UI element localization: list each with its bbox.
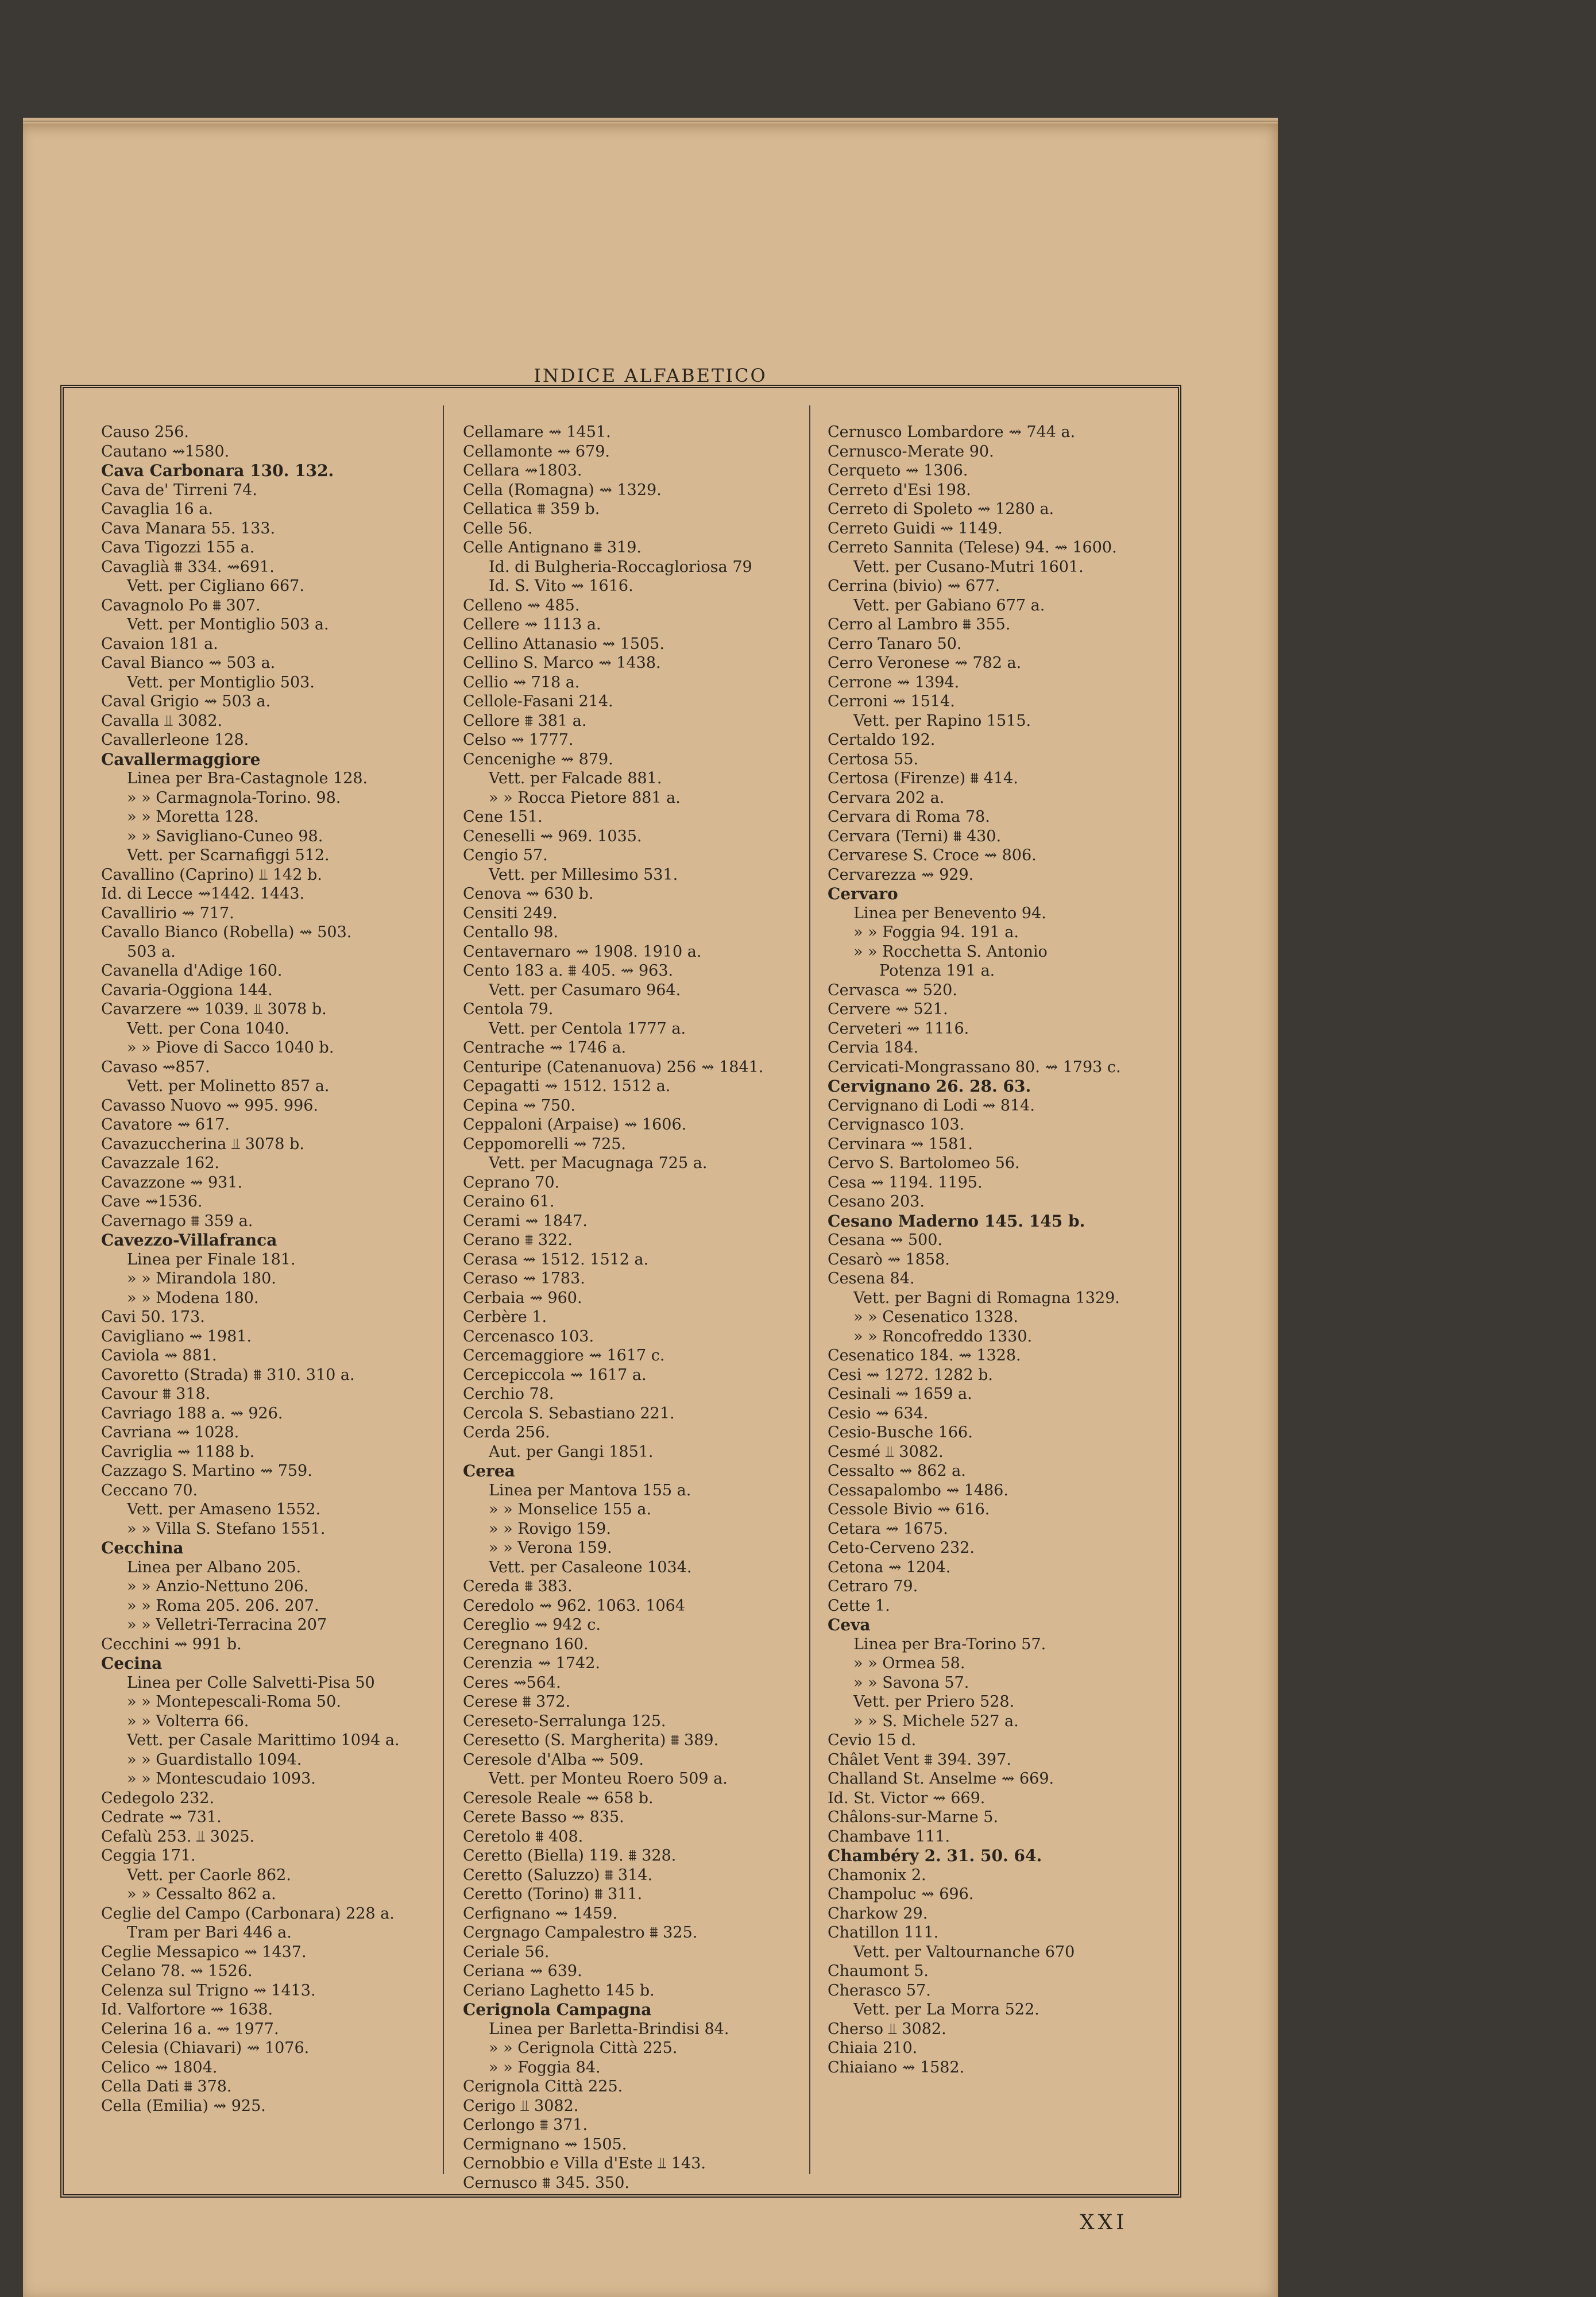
index-entry: Ceregnano 160. <box>463 1635 589 1653</box>
index-entry: Cerreto Sannita (Telese) 94. ⇝ 1600. <box>828 539 1117 556</box>
index-entry: Cervicati-Mongrassano 80. ⇝ 1793 c. <box>828 1058 1121 1076</box>
index-entry: Cene 151. <box>463 808 543 826</box>
index-entry: Chiaia 210. <box>828 2039 918 2057</box>
index-entry: Id. St. Victor ⇝ 669. <box>828 1789 986 1807</box>
index-entry: Celle 56. <box>463 519 533 537</box>
index-entry: Certosa (Firenze) ⩩ 414. <box>828 769 1018 787</box>
index-entry: Cavi 50. 173. <box>101 1308 205 1326</box>
index-entry: Celerina 16 a. ⇝ 1977. <box>101 2020 279 2038</box>
index-entry: Caval Grigio ⇝ 503 a. <box>101 693 271 710</box>
index-entry: Cercemaggiore ⇝ 1617 c. <box>463 1347 665 1364</box>
index-entry: Ceriale 56. <box>463 1943 550 1961</box>
index-entry: » » Foggia 84. <box>489 2058 601 2076</box>
index-entry: » » Foggia 94. 191 a. <box>853 923 1019 941</box>
index-entry: Celico ⇝ 1804. <box>101 2058 218 2076</box>
index-entry: Cellino Attanasio ⇝ 1505. <box>463 635 664 653</box>
index-entry: Cedegolo 232. <box>101 1789 215 1807</box>
index-entry: Cerqueto ⇝ 1306. <box>828 462 968 479</box>
index-entry: Cernusco-Merate 90. <box>828 442 994 461</box>
index-entry: Champoluc ⇝ 696. <box>828 1885 974 1903</box>
index-entry: Cave ⇝1536. <box>101 1193 203 1211</box>
index-entry: Ceriano Laghetto 145 b. <box>463 1981 655 2000</box>
index-entry: » » Anzio-Nettuno 206. <box>127 1577 309 1595</box>
index-entry: Vett. per Casale Marittimo 1094 a. <box>127 1731 400 1749</box>
index-heading: Cervaro <box>828 884 898 903</box>
index-entry: Cerasa ⇝ 1512. 1512 a. <box>463 1250 649 1269</box>
index-entry: Ceccano 70. <box>101 1481 198 1499</box>
index-entry: Vett. per Caorle 862. <box>127 1866 291 1884</box>
index-entry: Cellamare ⇝ 1451. <box>463 423 611 441</box>
index-entry: Cerese ⩩ 372. <box>463 1693 571 1711</box>
index-entry: Challand St. Anselme ⇝ 669. <box>828 1770 1054 1788</box>
index-entry: Cerveteri ⇝ 1116. <box>828 1019 969 1038</box>
index-entry: Cerro Veronese ⇝ 782 a. <box>828 654 1022 672</box>
index-entry: Cessole Bivio ⇝ 616. <box>828 1501 990 1518</box>
index-entry: Cesinali ⇝ 1659 a. <box>828 1385 972 1403</box>
index-entry: Celenza sul Trigno ⇝ 1413. <box>101 1981 316 2000</box>
index-entry: Cazzago S. Martino ⇝ 759. <box>101 1462 312 1480</box>
index-entry: Cesana ⇝ 500. <box>828 1231 942 1249</box>
index-entry: » » Modena 180. <box>127 1289 259 1307</box>
index-entry: Cellere ⇝ 1113 a. <box>463 616 601 633</box>
index-entry: Vett. per Montiglio 503. <box>127 673 315 691</box>
index-entry: Tram per Bari 446 a. <box>127 1924 292 1942</box>
index-entry: Vett. per Cigliano 667. <box>127 577 304 595</box>
index-entry: Linea per Mantova 155 a. <box>489 1481 691 1499</box>
index-entry: Linea per Finale 181. <box>127 1250 296 1269</box>
index-entry: Cervia 184. <box>828 1039 919 1057</box>
index-entry: Cerbère 1. <box>463 1308 547 1326</box>
index-entry: Cesarò ⇝ 1858. <box>828 1250 950 1269</box>
index-entry: Vett. per Rapino 1515. <box>853 711 1031 730</box>
index-entry: Cerrina (bivio) ⇝ 677. <box>828 577 1000 595</box>
index-entry: Aut. per Gangi 1851. <box>489 1443 654 1461</box>
index-entry: Cavaglia 16 a. <box>101 500 213 518</box>
index-entry: Cellamonte ⇝ 679. <box>463 442 610 461</box>
index-entry: Cellara ⇝1803. <box>463 462 582 479</box>
index-entry: » » Montepescali-Roma 50. <box>127 1693 341 1711</box>
index-entry: Cefalù 253. ⫫ 3025. <box>101 1827 255 1846</box>
index-entry: Cesa ⇝ 1194. 1195. <box>828 1173 983 1192</box>
index-entry: Ceraso ⇝ 1783. <box>463 1270 585 1287</box>
index-entry: Cento 183 a. ⩩ 405. ⇝ 963. <box>463 962 674 980</box>
index-entry: Chamonix 2. <box>828 1866 926 1884</box>
index-entry: Vett. per Priero 528. <box>853 1693 1015 1711</box>
index-entry: Cermignano ⇝ 1505. <box>463 2135 627 2153</box>
index-entry: Cervignasco 103. <box>828 1116 965 1134</box>
index-entry: Cavriglia ⇝ 1188 b. <box>101 1443 255 1461</box>
index-entry: Vett. per Scarnafiggi 512. <box>127 846 330 864</box>
index-entry: » » Moretta 128. <box>127 808 259 826</box>
index-entry: » » Rovigo 159. <box>489 1519 611 1538</box>
index-entry: Cella Dati ⩩ 378. <box>101 2078 232 2095</box>
index-entry: Cavoretto (Strada) ⩩ 310. 310 a. <box>101 1366 355 1384</box>
index-entry: Ceraino 61. <box>463 1193 555 1211</box>
index-entry: Cessapalombo ⇝ 1486. <box>828 1481 1008 1499</box>
column-divider <box>443 405 444 2174</box>
index-entry: Linea per Benevento 94. <box>853 904 1046 922</box>
index-entry: Cette 1. <box>828 1596 890 1615</box>
index-entry: Cervara 202 a. <box>828 788 945 807</box>
index-entry: Cavallirio ⇝ 717. <box>101 904 234 922</box>
index-entry: Causo 256. <box>101 423 189 441</box>
column-divider <box>809 405 810 2174</box>
index-entry: Cavaso ⇝857. <box>101 1058 210 1076</box>
index-entry: Cesio ⇝ 634. <box>828 1404 929 1422</box>
index-entry: » » Roncofreddo 1330. <box>853 1327 1033 1345</box>
index-heading: Cerignola Campagna <box>463 2000 652 2019</box>
index-entry: Linea per Colle Salvetti-Pisa 50 <box>127 1673 375 1692</box>
index-entry: Cerro al Lambro ⩩ 355. <box>828 616 1011 633</box>
index-entry: Centola 79. <box>463 1000 554 1018</box>
index-entry: Cavanella d'Adige 160. <box>101 962 283 980</box>
index-entry: Centrache ⇝ 1746 a. <box>463 1039 627 1057</box>
index-entry: Linea per Bra-Torino 57. <box>853 1635 1046 1653</box>
index-entry: Cervarese S. Croce ⇝ 806. <box>828 846 1037 864</box>
index-heading: Cesano Maderno 145. 145 b. <box>828 1211 1085 1231</box>
index-entry: Vett. per Cona 1040. <box>127 1019 289 1038</box>
index-entry: Cava Tigozzi 155 a. <box>101 539 255 556</box>
index-entry: Ceglie del Campo (Carbonara) 228 a. <box>101 1904 395 1923</box>
index-entry: Cerete Basso ⇝ 835. <box>463 1808 624 1826</box>
index-heading: Cecchina <box>101 1538 184 1557</box>
index-entry: Cevio 15 d. <box>828 1731 917 1749</box>
index-entry: Cellio ⇝ 718 a. <box>463 673 580 691</box>
index-entry: Vett. per Molinetto 857 a. <box>127 1077 330 1095</box>
index-entry: Vett. per Cusano-Mutri 1601. <box>853 558 1084 576</box>
index-entry: Cereglio ⇝ 942 c. <box>463 1616 601 1634</box>
index-heading: Ceva <box>828 1615 871 1634</box>
index-entry: Cerda 256. <box>463 1424 550 1441</box>
index-entry: » » Verona 159. <box>489 1539 612 1557</box>
index-entry: Cervara di Roma 78. <box>828 808 990 826</box>
page-number: XXI <box>1080 2211 1128 2234</box>
index-entry: Caviola ⇝ 881. <box>101 1347 217 1364</box>
index-entry: Linea per Albano 205. <box>127 1558 302 1576</box>
index-entry: Vett. per Casaleone 1034. <box>489 1558 692 1576</box>
index-entry: Cepina ⇝ 750. <box>463 1096 575 1115</box>
index-entry: Cerenzia ⇝ 1742. <box>463 1654 600 1672</box>
index-entry: Cedrate ⇝ 731. <box>101 1808 222 1826</box>
index-entry: Chatillon 111. <box>828 1924 939 1942</box>
index-entry: Cavalla ⫫ 3082. <box>101 711 223 730</box>
index-entry: Cherso ⫫ 3082. <box>828 2020 946 2038</box>
index-entry: Vett. per Amaseno 1552. <box>127 1501 321 1518</box>
index-entry: Cesmé ⫫ 3082. <box>828 1443 944 1461</box>
index-entry: Ceres ⇝564. <box>463 1673 561 1692</box>
index-entry: Vett. per Bagni di Romagna 1329. <box>853 1289 1120 1307</box>
index-entry: Ceneselli ⇝ 969. 1035. <box>463 827 642 845</box>
index-entry: » » Carmagnola-Torino. 98. <box>127 788 341 807</box>
index-entry: Cava Manara 55. 133. <box>101 519 276 537</box>
index-entry: Cavernago ⩩ 359 a. <box>101 1212 253 1230</box>
index-column-1 <box>101 423 440 2116</box>
index-entry: Vett. per Falcade 881. <box>489 769 662 787</box>
index-entry: Cavatore ⇝ 617. <box>101 1116 230 1134</box>
index-entry: Cavazzale 162. <box>101 1154 219 1172</box>
index-entry: Cavaion 181 a. <box>101 635 218 653</box>
index-entry: Cervarezza ⇝ 929. <box>828 865 974 884</box>
index-entry: » » Villa S. Stefano 1551. <box>127 1519 326 1538</box>
index-entry: » » Savigliano-Cuneo 98. <box>127 827 323 845</box>
index-entry: Cellatica ⩩ 359 b. <box>463 500 600 518</box>
index-entry: Cerano ⩩ 322. <box>463 1231 573 1249</box>
index-entry: Châlons-sur-Marne 5. <box>828 1808 999 1826</box>
index-entry: Ceto-Cerveno 232. <box>828 1539 975 1557</box>
index-heading: Chambéry 2. 31. 50. 64. <box>828 1846 1042 1865</box>
index-entry: Ceretto (Biella) 119. ⩩ 328. <box>463 1847 677 1865</box>
index-entry: Censiti 249. <box>463 904 558 922</box>
index-entry: Cercenasco 103. <box>463 1327 594 1345</box>
index-entry: Cecchini ⇝ 991 b. <box>101 1635 242 1653</box>
index-entry: Cesano 203. <box>828 1193 925 1211</box>
index-entry: Vett. per Valtournanche 670 <box>853 1943 1075 1961</box>
index-entry: Cavazzone ⇝ 931. <box>101 1173 243 1192</box>
index-entry: Id. di Lecce ⇝1442. 1443. <box>101 885 305 903</box>
index-entry: Chiaiano ⇝ 1582. <box>828 2058 965 2076</box>
index-entry: Cetara ⇝ 1675. <box>828 1519 948 1538</box>
index-entry: Vett. per Gabiano 677 a. <box>853 596 1045 614</box>
index-entry: Cautano ⇝1580. <box>101 442 230 461</box>
index-entry: Ceretolo ⩩ 408. <box>463 1827 583 1846</box>
index-entry: Cerro Tanaro 50. <box>828 635 962 653</box>
index-entry: » » Velletri-Terracina 207 <box>127 1616 327 1634</box>
index-entry: Cenova ⇝ 630 b. <box>463 885 594 903</box>
index-entry: » » Cesenatico 1328. <box>853 1308 1018 1326</box>
index-entry: » » Cessalto 862 a. <box>127 1885 276 1903</box>
index-entry: Id. di Bulgheria-Roccagloriosa 79 <box>489 558 752 576</box>
index-entry: Vett. per Macugnaga 725 a. <box>489 1154 708 1172</box>
index-entry: Charkow 29. <box>828 1904 928 1923</box>
index-entry: » » Montescudaio 1093. <box>127 1770 316 1788</box>
index-entry: Ceriana ⇝ 639. <box>463 1962 582 1980</box>
index-entry: » » Ormea 58. <box>853 1654 965 1672</box>
index-entry: Cepagatti ⇝ 1512. 1512 a. <box>463 1077 671 1095</box>
index-entry: Cervara (Terni) ⩩ 430. <box>828 827 1002 845</box>
index-entry: Cerroni ⇝ 1514. <box>828 693 955 710</box>
index-entry: Centuripe (Catenanuova) 256 ⇝ 1841. <box>463 1058 764 1076</box>
index-entry: Cetraro 79. <box>828 1577 918 1595</box>
index-entry: Linea per Bra-Castagnole 128. <box>127 769 368 787</box>
index-entry: Cencenighe ⇝ 879. <box>463 750 613 768</box>
index-entry: Centallo 98. <box>463 923 559 941</box>
index-entry: Cessalto ⇝ 862 a. <box>828 1462 966 1480</box>
index-entry: Cereseto-Serralunga 125. <box>463 1712 666 1730</box>
index-entry: Cavasso Nuovo ⇝ 995. 996. <box>101 1096 319 1115</box>
index-entry: Cercepiccola ⇝ 1617 a. <box>463 1366 647 1384</box>
index-entry: Cavigliano ⇝ 1981. <box>101 1327 252 1345</box>
index-entry: Cava de' Tirreni 74. <box>101 481 257 499</box>
index-entry: Chambave 111. <box>828 1827 950 1846</box>
index-entry: » » Guardistallo 1094. <box>127 1750 302 1769</box>
index-column-3 <box>828 423 1166 2077</box>
index-heading: Cervignano 26. 28. 63. <box>828 1077 1031 1096</box>
page-header: INDICE ALFABETICO <box>534 365 767 386</box>
index-entry: Ceresole Reale ⇝ 658 b. <box>463 1789 654 1807</box>
index-entry: Cerlongo ⩩ 371. <box>463 2116 588 2134</box>
index-entry: Cerreto di Spoleto ⇝ 1280 a. <box>828 500 1054 518</box>
index-entry: Celesia (Chiavari) ⇝ 1076. <box>101 2039 310 2057</box>
index-entry: Cernusco ⩩ 345. 350. <box>463 2174 629 2192</box>
index-entry: Châlet Vent ⩩ 394. 397. <box>828 1750 1011 1769</box>
index-entry: Cervinara ⇝ 1581. <box>828 1135 973 1153</box>
index-entry: Ceppomorelli ⇝ 725. <box>463 1135 627 1153</box>
index-entry: Caval Bianco ⇝ 503 a. <box>101 654 276 672</box>
index-entry: Vett. per Casumaro 964. <box>489 981 681 999</box>
index-entry: » » Volterra 66. <box>127 1712 249 1730</box>
index-entry: Ceglie Messapico ⇝ 1437. <box>101 1943 307 1961</box>
index-entry: Ceprano 70. <box>463 1173 560 1192</box>
index-entry: » » Monselice 155 a. <box>489 1501 652 1518</box>
index-entry: Vett. per La Morra 522. <box>853 2001 1039 2018</box>
index-heading: Cavezzo-Villafranca <box>101 1231 277 1250</box>
index-entry: Cavour ⩩ 318. <box>101 1385 211 1403</box>
index-entry: Cervignano di Lodi ⇝ 814. <box>828 1096 1035 1115</box>
index-entry: Cella (Emilia) ⇝ 925. <box>101 2097 266 2115</box>
index-entry: Cavallerleone 128. <box>101 731 249 749</box>
index-entry: Ceretto (Saluzzo) ⩩ 314. <box>463 1866 653 1884</box>
index-entry: Cerignola Città 225. <box>463 2078 623 2095</box>
index-entry: Cergnago Campalestro ⩩ 325. <box>463 1924 698 1942</box>
index-entry: Cesena 84. <box>828 1270 915 1287</box>
index-entry: Cavaria-Oggiona 144. <box>101 981 273 999</box>
index-entry: Cercola S. Sebastiano 221. <box>463 1404 675 1422</box>
index-entry: Ceresole d'Alba ⇝ 509. <box>463 1750 644 1769</box>
index-entry: Cerfignano ⇝ 1459. <box>463 1904 618 1923</box>
index-entry: Id. Valfortore ⇝ 1638. <box>101 2001 273 2018</box>
index-entry: Cernusco Lombardore ⇝ 744 a. <box>828 423 1076 441</box>
index-entry: Ceretto (Torino) ⩩ 311. <box>463 1885 643 1903</box>
index-entry: Cavallino (Caprino) ⫫ 142 b. <box>101 865 322 884</box>
index-heading: Cavallermaggiore <box>101 749 261 769</box>
index-entry: Cerami ⇝ 1847. <box>463 1212 588 1230</box>
book-page <box>23 123 1278 2297</box>
index-entry: Cavarzere ⇝ 1039. ⫫ 3078 b. <box>101 1000 327 1018</box>
index-entry: Vett. per Montiglio 503 a. <box>127 616 329 633</box>
index-entry: Cereda ⩩ 383. <box>463 1577 573 1595</box>
index-entry: Cavagnolo Po ⩩ 307. <box>101 596 261 614</box>
index-entry: Cervere ⇝ 521. <box>828 1000 948 1018</box>
index-entry: Cavallo Bianco (Robella) ⇝ 503. <box>101 923 352 941</box>
index-entry: Id. S. Vito ⇝ 1616. <box>489 577 633 595</box>
index-entry: Certaldo 192. <box>828 731 936 749</box>
index-entry: Cesenatico 184. ⇝ 1328. <box>828 1347 1021 1364</box>
index-entry: Vett. per Monteu Roero 509 a. <box>489 1770 728 1788</box>
index-entry: Cesio-Busche 166. <box>828 1424 973 1441</box>
index-entry: » » Rocchetta S. Antonio <box>853 942 1048 961</box>
index-entry: Linea per Barletta-Brindisi 84. <box>489 2020 729 2038</box>
index-entry: Celleno ⇝ 485. <box>463 596 580 614</box>
index-entry: Cellole-Fasani 214. <box>463 693 613 710</box>
index-entry: Cesi ⇝ 1272. 1282 b. <box>828 1366 993 1384</box>
index-heading: Cava Carbonara 130. 132. <box>101 461 334 480</box>
index-entry: Cervo S. Bartolomeo 56. <box>828 1154 1020 1172</box>
index-entry: » » Rocca Pietore 881 a. <box>489 788 681 807</box>
index-entry: Ceggia 171. <box>101 1847 196 1865</box>
index-entry: Cernobbio e Villa d'Este ⫫ 143. <box>463 2155 706 2172</box>
index-entry: Ceredolo ⇝ 962. 1063. 1064 <box>463 1596 686 1615</box>
index-entry: Chaumont 5. <box>828 1962 929 1980</box>
index-entry: Cherasco 57. <box>828 1981 931 2000</box>
index-entry: » » Mirandola 180. <box>127 1270 276 1287</box>
index-entry: Cerrone ⇝ 1394. <box>828 673 960 691</box>
index-entry: Potenza 191 a. <box>879 962 995 980</box>
index-entry: » » S. Michele 527 a. <box>853 1712 1019 1730</box>
index-entry: Cavaglià ⩩ 334. ⇝691. <box>101 558 275 576</box>
index-frame <box>60 385 1181 2198</box>
index-entry: Cavriana ⇝ 1028. <box>101 1424 239 1441</box>
index-entry: Celano 78. ⇝ 1526. <box>101 1962 253 1980</box>
index-heading: Cerea <box>463 1461 515 1480</box>
index-entry: 503 a. <box>127 942 176 961</box>
index-entry: Cengio 57. <box>463 846 548 864</box>
index-entry: » » Piove di Sacco 1040 b. <box>127 1039 334 1057</box>
index-entry: Cetona ⇝ 1204. <box>828 1558 951 1576</box>
index-entry: Celle Antignano ⩩ 319. <box>463 539 642 556</box>
index-entry: Ceppaloni (Arpaise) ⇝ 1606. <box>463 1116 687 1134</box>
index-entry: » » Cerignola Città 225. <box>489 2039 678 2057</box>
index-column-2 <box>463 423 802 2192</box>
index-entry: Centavernaro ⇝ 1908. 1910 a. <box>463 942 702 961</box>
index-entry: Cellino S. Marco ⇝ 1438. <box>463 654 661 672</box>
index-entry: Celso ⇝ 1777. <box>463 731 574 749</box>
index-entry: Cerreto d'Esi 198. <box>828 481 971 499</box>
index-entry: Cerigo ⫫ 3082. <box>463 2097 579 2115</box>
index-entry: Cerbaia ⇝ 960. <box>463 1289 582 1307</box>
index-entry: Ceresetto (S. Margherita) ⩩ 389. <box>463 1731 719 1749</box>
index-entry: Cerreto Guidi ⇝ 1149. <box>828 519 1003 537</box>
index-entry: Cervasca ⇝ 520. <box>828 981 957 999</box>
index-entry: » » Savona 57. <box>853 1673 969 1692</box>
index-entry: Cella (Romagna) ⇝ 1329. <box>463 481 662 499</box>
index-entry: Certosa 55. <box>828 750 919 768</box>
index-entry: Cavriago 188 a. ⇝ 926. <box>101 1404 283 1422</box>
index-entry: » » Roma 205. 206. 207. <box>127 1596 319 1615</box>
index-entry: Cerchio 78. <box>463 1385 554 1403</box>
index-heading: Cecina <box>101 1654 163 1673</box>
index-entry: Cavazuccherina ⫫ 3078 b. <box>101 1135 304 1153</box>
index-entry: Vett. per Millesimo 531. <box>489 865 678 884</box>
index-entry: Vett. per Centola 1777 a. <box>489 1019 686 1038</box>
index-entry: Cellore ⩩ 381 a. <box>463 711 587 730</box>
